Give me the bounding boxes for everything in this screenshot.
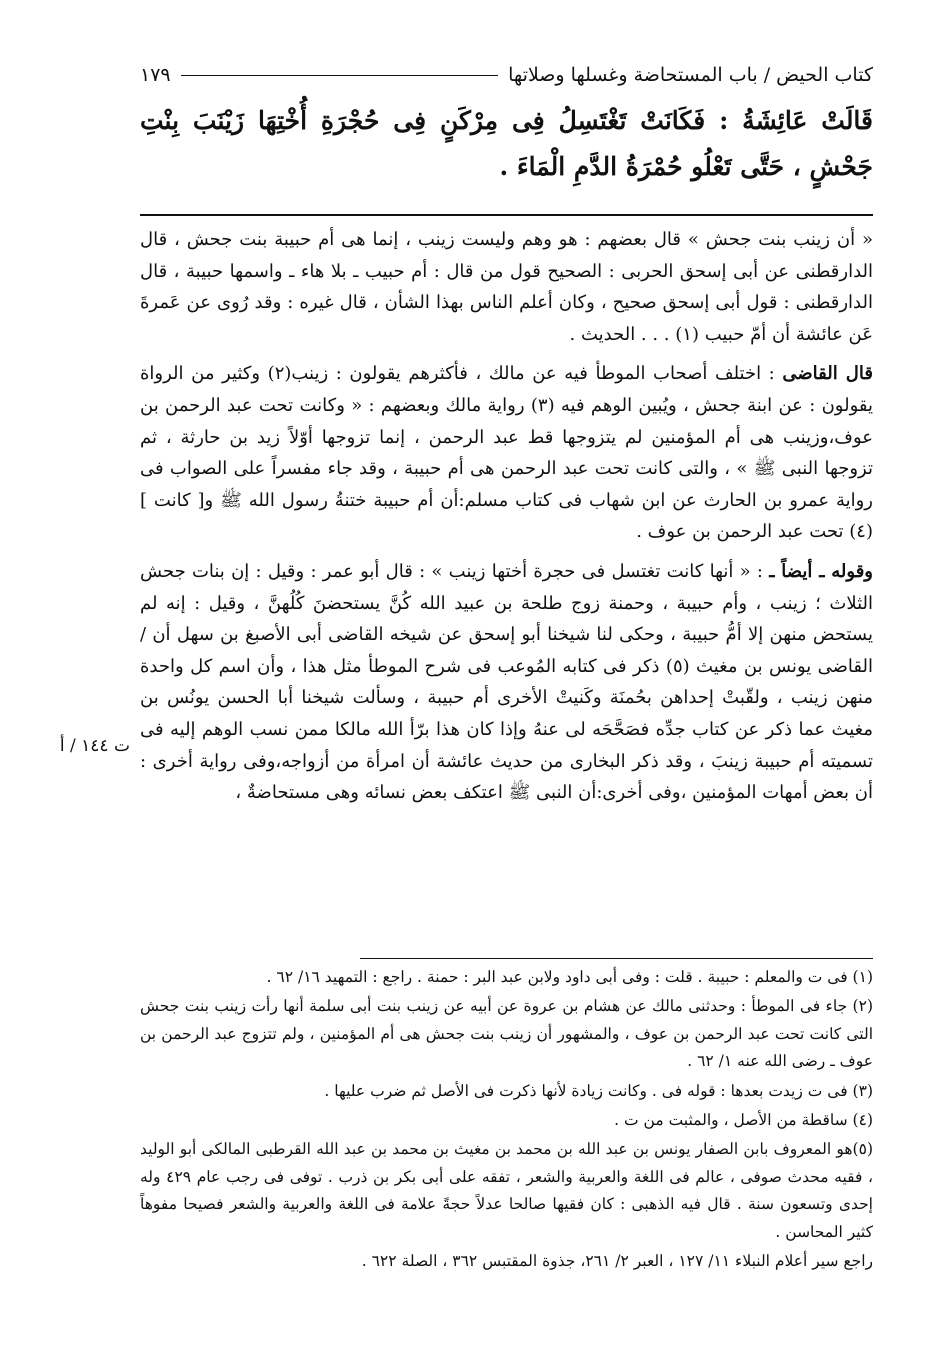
commentary-paragraph-3 xyxy=(140,556,873,809)
footnote-5: (٥)هو المعروف بابن الصفار يونس بن عبد الله بن محمد بن مغيث بن محمد بن عبد الله القرطبى المالكى أبو الوليد ، فقيه محدث صوفى ، عالم فى اللغة والعربية والشعر ، تفقه على أبى بكر بن ذرب . توفى فى رجب عام ٤٢٩ وله إحدى وتسعون سنة . قال فيه الذهبى : كان فقيها صالحا عدلاً حجةً علامة فى اللغة والعربية والشعر فصيحا مفوهاً كثير المحاسن . xyxy=(140,1140,873,1241)
footnote-4: (٤) ساقطة من الأصل ، والمثبت من ت . xyxy=(614,1111,873,1130)
paragraph-lead-qadi: قال القاضى xyxy=(782,363,873,385)
footnotes-block xyxy=(140,964,873,1277)
footnote-3: (٣) فى ت زيدت بعدها : قوله فى . وكانت زيادة لأنها ذكرت فى الأصل ثم ضرب عليها . xyxy=(324,1081,873,1100)
main-divider xyxy=(140,214,873,216)
manuscript-folio-note: ت ١٤٤ / أ xyxy=(59,736,130,756)
footnote-2: (٢) جاء فى الموطأ : وحدثنى مالك عن هشام بن عروة عن أبيه عن زينب بنت أبى سلمة أنها رأت زينب بنت جحش التى كانت تحت عبد الرحمن بن عوف ، والمشهور أن زينب بنت جحش هى أم المؤمنين ، ولم تتزوج عبد الرحمن بن عوف ـ رضى الله عنه ١/ ٦٢ . xyxy=(140,997,873,1071)
running-title: كتاب الحيض / باب المستحاضة وغسلها وصلاتها xyxy=(508,64,873,86)
footnote-5-references: راجع سير أعلام النبلاء ١١/ ١٢٧ ، العبر ٢/ ٢٦١، جذوة المقتبس ٣٦٢ ، الصلة ٦٢٢ . xyxy=(361,1252,873,1271)
header-rule xyxy=(181,75,498,76)
commentary-paragraph-2-text: : اختلف أصحاب الموطأ فيه عن مالك ، فأكثرهم يقولون : زينب(٢) وكثير من الرواة يقولون : عن ابنة جحش ، ويُبين الوهم فيه (٣) رواية مالك وبعضهم : « وكانت تحت عبد الرحمن بن عوف،وزينب هى أم المؤمنين لم يتزوجها قط عبد الرحمن ، إنما تزوجها أوّلاً زيد بن حارثة ، ثم تزوجها النبى ﷺ » ، والتى كانت تحت عبد الرحمن هى أم حبيبة ، وقد جاء مفسراً على الصواب فى رواية عمرو بن الحارث عن ابن شهاب فى كتاب مسلم:أن أم حبيبة ختنةُ رسول الله ﷺ و[ كانت ] (٤) تحت عبد الرحمن بن عوف . xyxy=(140,363,874,543)
commentary-paragraph-2 xyxy=(140,358,873,548)
hadith-text-block xyxy=(140,98,873,190)
hadith-text: قَالَتْ عَائِشَةُ : فَكَانَتْ تَغْتَسِلُ فِى مِرْكَنٍ فِى حُجْرَةِ أُخْتِهَا زَيْنَبَ بِنْتِ جَحْشٍ ، حَتَّى تَعْلُو حُمْرَةُ الدَّمِ الْمَاءَ . xyxy=(140,106,873,181)
commentary-paragraph-1: « أن زينب بنت جحش » قال بعضهم : هو وهم وليست زينب ، إنما هى أم حبيبة بنت جحش ، قال الدارقطنى عن أبى إسحق الحربى : الصحيح قول من قال : أم حبيب ـ بلا هاء ـ واسمها حبيبة ، قال الدارقطنى : قول أبى إسحق صحيح ، وكان أعلم الناس بهذا الشأن ، قال غيره : وقد رُوى عن عَمرةَ عَن عائشة أن أمّ حبيب (١) . . . الحديث . xyxy=(140,229,873,345)
commentary-block xyxy=(140,224,873,817)
page-number: ١٧٩ xyxy=(140,64,171,86)
commentary-paragraph-3-text: : « أنها كانت تغتسل فى حجرة أختها زينب » : قال أبو عمر : وقيل : إن بنات جحش الثلاث ؛ زينب ، وأم حبيبة ، وحمنة زوج طلحة بن عبيد الله كُنَّ يستحضنَ كُلُهنَّ ، وقيل : إنه لم يستحض منهن إلا أمُّ حبيبة ، وحكى لنا شيخنا أبو إسحق عن شيخه القاضى أبى الأصبغ بن سهل أن / القاضى يونس بن مغيث (٥) ذكر فى كتابه المُوعب فى شرح الموطأ مثل هذا ، وأن اسم كل واحدة منهن زينب ، ولقّبتْ إحداهن بحُمنَة وكَنيتْ الأخرى أم حبيبة ، وسألت شيخنا أبا الحسن يونُس بن مغيث عما ذكر عن كتاب جدِّه فصَحَّحَه لى عنهُ وإذا كان هذا برّأ الله مالكا ممن نسب الوهم إليه فى تسميته أم حبيبة زينبَ ، وقد ذكر البخارى من حديث عائشة أن امرأة من أزواجه،وفى رواية أخرى : أن بعض أمهات المؤمنين ،وفى أخرى:أن النبى ﷺ اعتكف بعض نسائه وهى مستحاضةٌ ، xyxy=(140,560,874,804)
page-header xyxy=(140,58,873,92)
paragraph-lead-qawluhu: وقوله ـ أيضاً ـ xyxy=(769,560,874,582)
footnote-divider xyxy=(360,958,873,959)
footnote-1: (١) فى ت والمعلم : حبيبة . قلت : وفى أبى داود ولابن عبد البر : حمنة . راجع : التمهيد ١٦/ ٦٢ . xyxy=(266,968,873,986)
